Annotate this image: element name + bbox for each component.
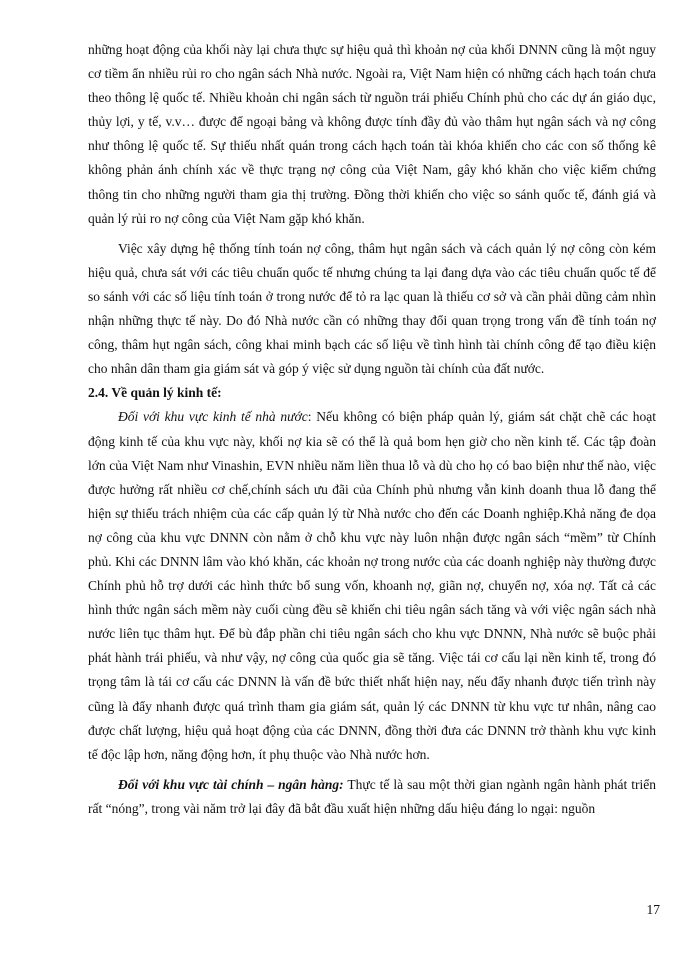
section-heading: 2.4. Về quản lý kinh tế: (88, 385, 222, 401)
paragraph-4-lead: Đối với khu vực tài chính – ngân hàng: (118, 776, 344, 792)
paragraph-4-body: Thực tế là sau một thời gian ngành ngân hành phát triển rất “nóng”, trong vài năm trở lại đây đã bắt đầu xuất hiện những dấu hiệu đáng lo ngại: nguồn (88, 776, 656, 816)
paragraph-3 (88, 405, 656, 766)
paragraph-2: Việc xây dựng hệ thống tính toán nợ công, thâm hụt ngân sách và cách quản lý nợ công còn kém hiệu quả, chưa sát với các tiêu chuẩn quốc tế nhưng chúng ta lại đang dựa vào các tiêu chuẩn quốc tế để so sánh với các số liệu tính toán ở trong nước để tỏ ra lạc quan là thiếu cơ sở và cần phải dũng cảm nhìn nhận những thực tế này. Do đó Nhà nước cần có những thay đổi quan trọng trong vấn đề tính toán nợ công, thâm hụt ngân sách, công khai minh bạch các số liệu về tình hình tài chính công để tạo điều kiện cho nhân dân tham gia giám sát và góp ý việc sử dụng nguồn tài chính của đất nước. (88, 240, 656, 377)
paragraph-4 (88, 773, 656, 821)
paragraph-1: những hoạt động của khối này lại chưa thực sự hiệu quả thì khoản nợ của khối DNNN cũng là một nguy cơ tiềm ẩn nhiều rủi ro cho ngân sách Nhà nước. Ngoài ra, Việt Nam hiện có những cách hạch toán chưa theo thông lệ quốc tế. Nhiều khoản chi ngân sách từ nguồn trái phiếu Chính phủ cho các dự án giáo dục, thủy lợi, y tế, v.v… được để ngoại bảng và không được tính đầy đủ vào thâm hụt ngân sách và nợ công như thông lệ quốc tế. Sự thiếu nhất quán trong cách hạch toán tài khóa khiến cho các con số thống kê không phản ánh chính xác về thực trạng nợ công của Việt Nam, gây khó khăn cho việc kiểm chứng thông tin cho những người tham gia thị trường. Đồng thời khiến cho việc so sánh quốc tế, đánh giá và quản lý rủi ro nợ công của Việt Nam gặp khó khăn. (88, 42, 656, 226)
page-number: 17 (646, 902, 660, 917)
document-page (88, 38, 656, 821)
paragraph-3-lead: Đối với khu vực kinh tế nhà nước (118, 409, 308, 425)
paragraph-3-body: : Nếu không có biện pháp quản lý, giám sát chặt chẽ các hoạt động kinh tế của khu vực này, khối nợ kia sẽ có thể là quả bom hẹn giờ cho nền kinh tế. Các tập đoàn lớn của Việt Nam như Vinashin, EVN nhiều năm liền thua lỗ và dù cho họ có bao biện như thế nào, việc được hưởng rất nhiều cơ chế,chính sách ưu đãi của Chính phủ nhưng vẫn kinh doanh thua lỗ đang thể hiện sự thiếu trách nhiệm của các cấp quản lý từ Nhà nước cho đến các Doanh nghiệp.Khả năng đe dọa nợ công của khu vực DNNN còn nằm ở chỗ khu vực này luôn nhận được ngân sách “mềm” từ Chính phủ. Khi các DNNN lâm vào khó khăn, các khoản nợ trong nước của các doanh nghiệp này thường được Chính phủ hỗ trợ dưới các hình thức bổ sung vốn, khoanh nợ, giãn nợ, chuyển nợ, xóa nợ. Tất cả các hình thức ngân sách mềm này cuối cùng đều sẽ khiến chi tiêu ngân sách tăng và với việc ngân sách nhà nước liên tục thâm hụt. Để bù đắp phần chi tiêu ngân sách cho khu vực DNNN, Nhà nước sẽ buộc phải phát hành trái phiếu, và như vậy, nợ công của quốc gia sẽ tăng. Việc tái cơ cấu lại nền kinh tế, trong đó trọng tâm là tái cơ cấu các DNNN là vấn đề bức thiết nhất hiện nay, nếu đẩy nhanh được tiến trình này cũng là đẩy nhanh được quá trình tham gia giám sát, quản lý các DNNN từ khu vực tư nhân, nâng cao được chất lượng, hiệu quả hoạt động của các DNNN, đồng thời đưa các DNNN trở thành khu vực kinh tế độc lập hơn, năng động hơn, ít phụ thuộc vào Nhà nước hơn. (88, 409, 656, 762)
